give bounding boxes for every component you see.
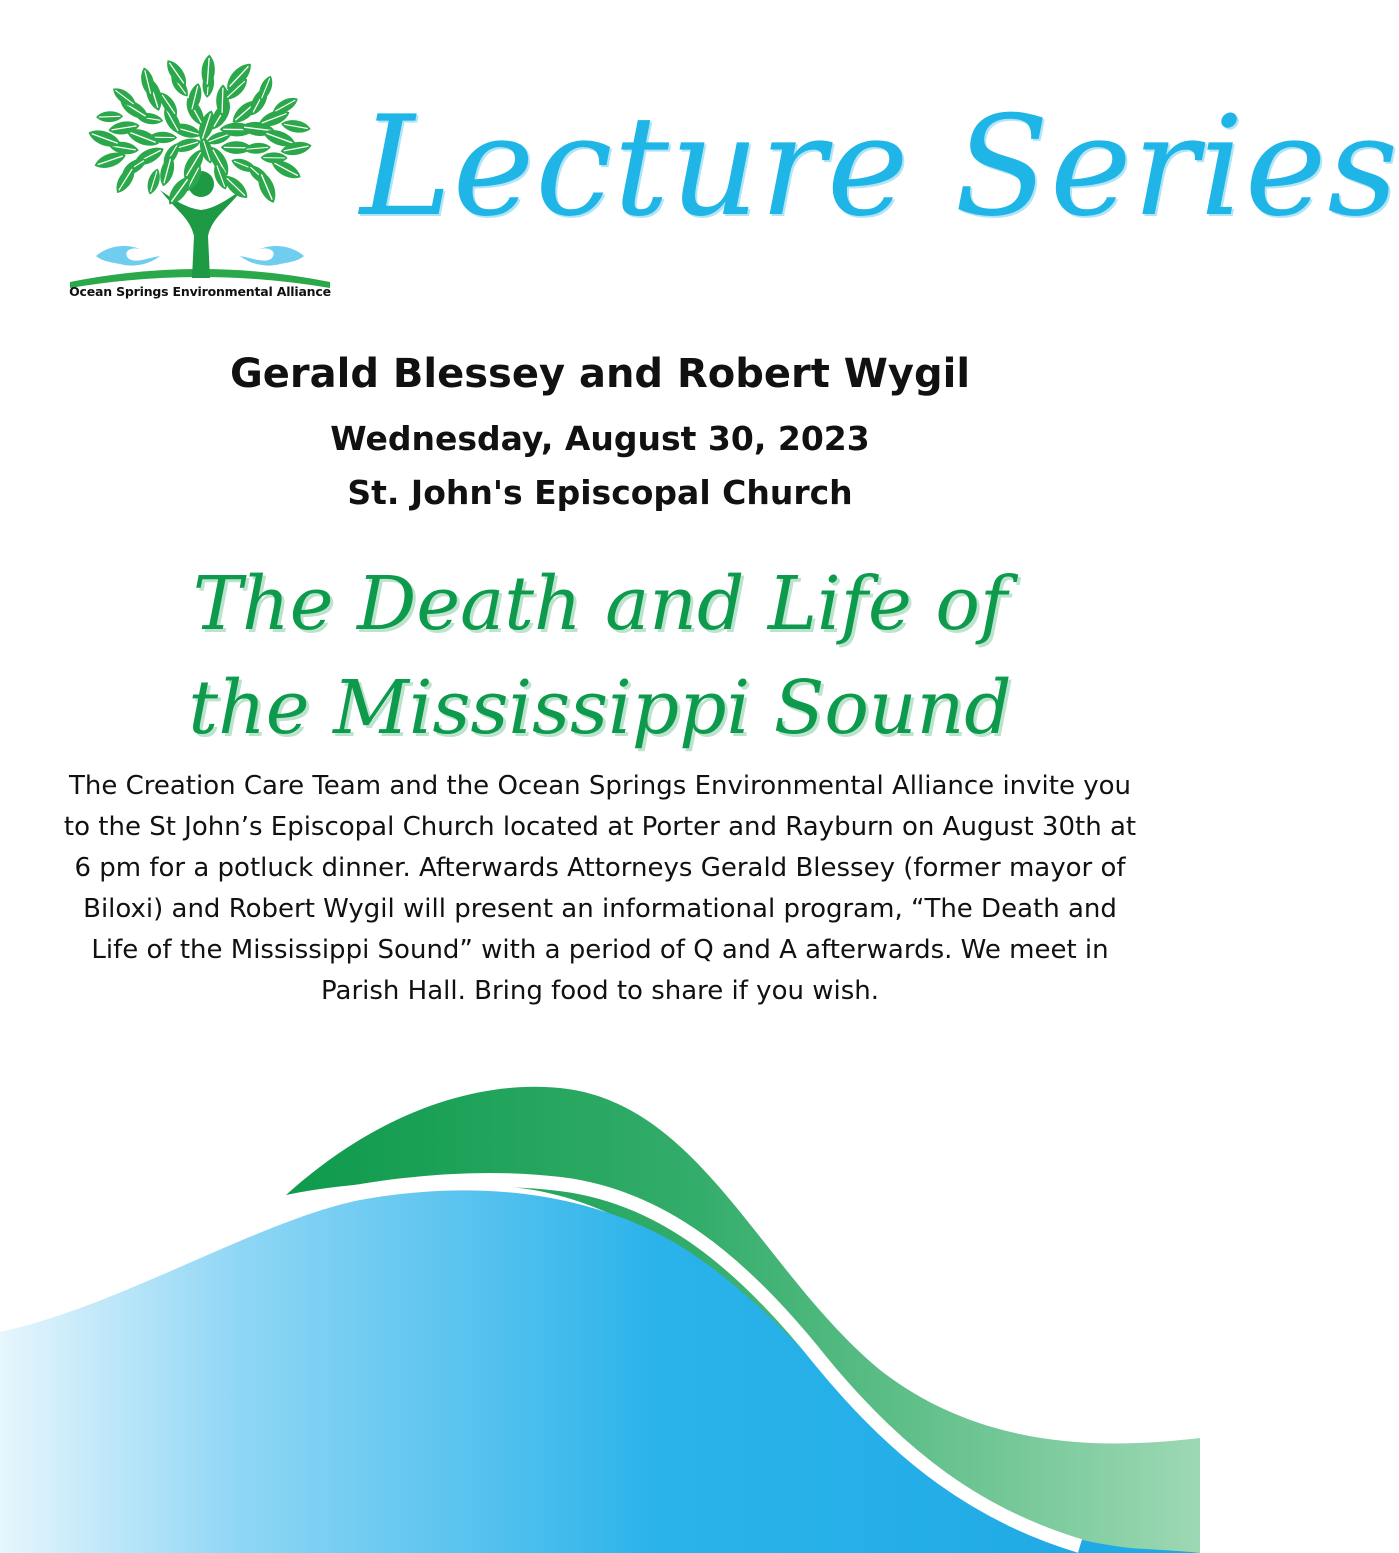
event-description: The Creation Care Team and the Ocean Springs Environmental Alliance invite you to the St John’s Episcopal Church located at Porter and Rayburn on August 30th at 6 pm for a potluck dinner. Afterwards Attorneys Gerald Blessey (former mayor of Biloxi) and Robert Wygil will present an informational program, “The Death and Life of the Mississippi Sound” with a period of Q and A afterwards. We meet in Parish Hall. Bring food to share if you wish. xyxy=(63,771,1137,1006)
lecture-title: The Death and Life of the Mississippi Sound xyxy=(188,561,1012,751)
event-venue: St. John's Episcopal Church xyxy=(347,473,853,512)
leaf-icon xyxy=(280,118,312,135)
speakers-heading: Gerald Blessey and Robert Wygil xyxy=(229,351,971,397)
organization-name: Ocean Springs Environmental Alliance xyxy=(69,284,331,299)
leaf-icon xyxy=(243,142,271,155)
series-title: Lecture Series xyxy=(360,86,1399,247)
leaf-icon xyxy=(145,167,163,196)
leaf-icon xyxy=(96,111,123,123)
event-date: Wednesday, August 30, 2023 xyxy=(330,419,870,458)
wave-decoration-icon xyxy=(0,1070,1200,1553)
tree-person-logo-icon xyxy=(50,60,350,290)
osea-logo xyxy=(50,60,350,310)
